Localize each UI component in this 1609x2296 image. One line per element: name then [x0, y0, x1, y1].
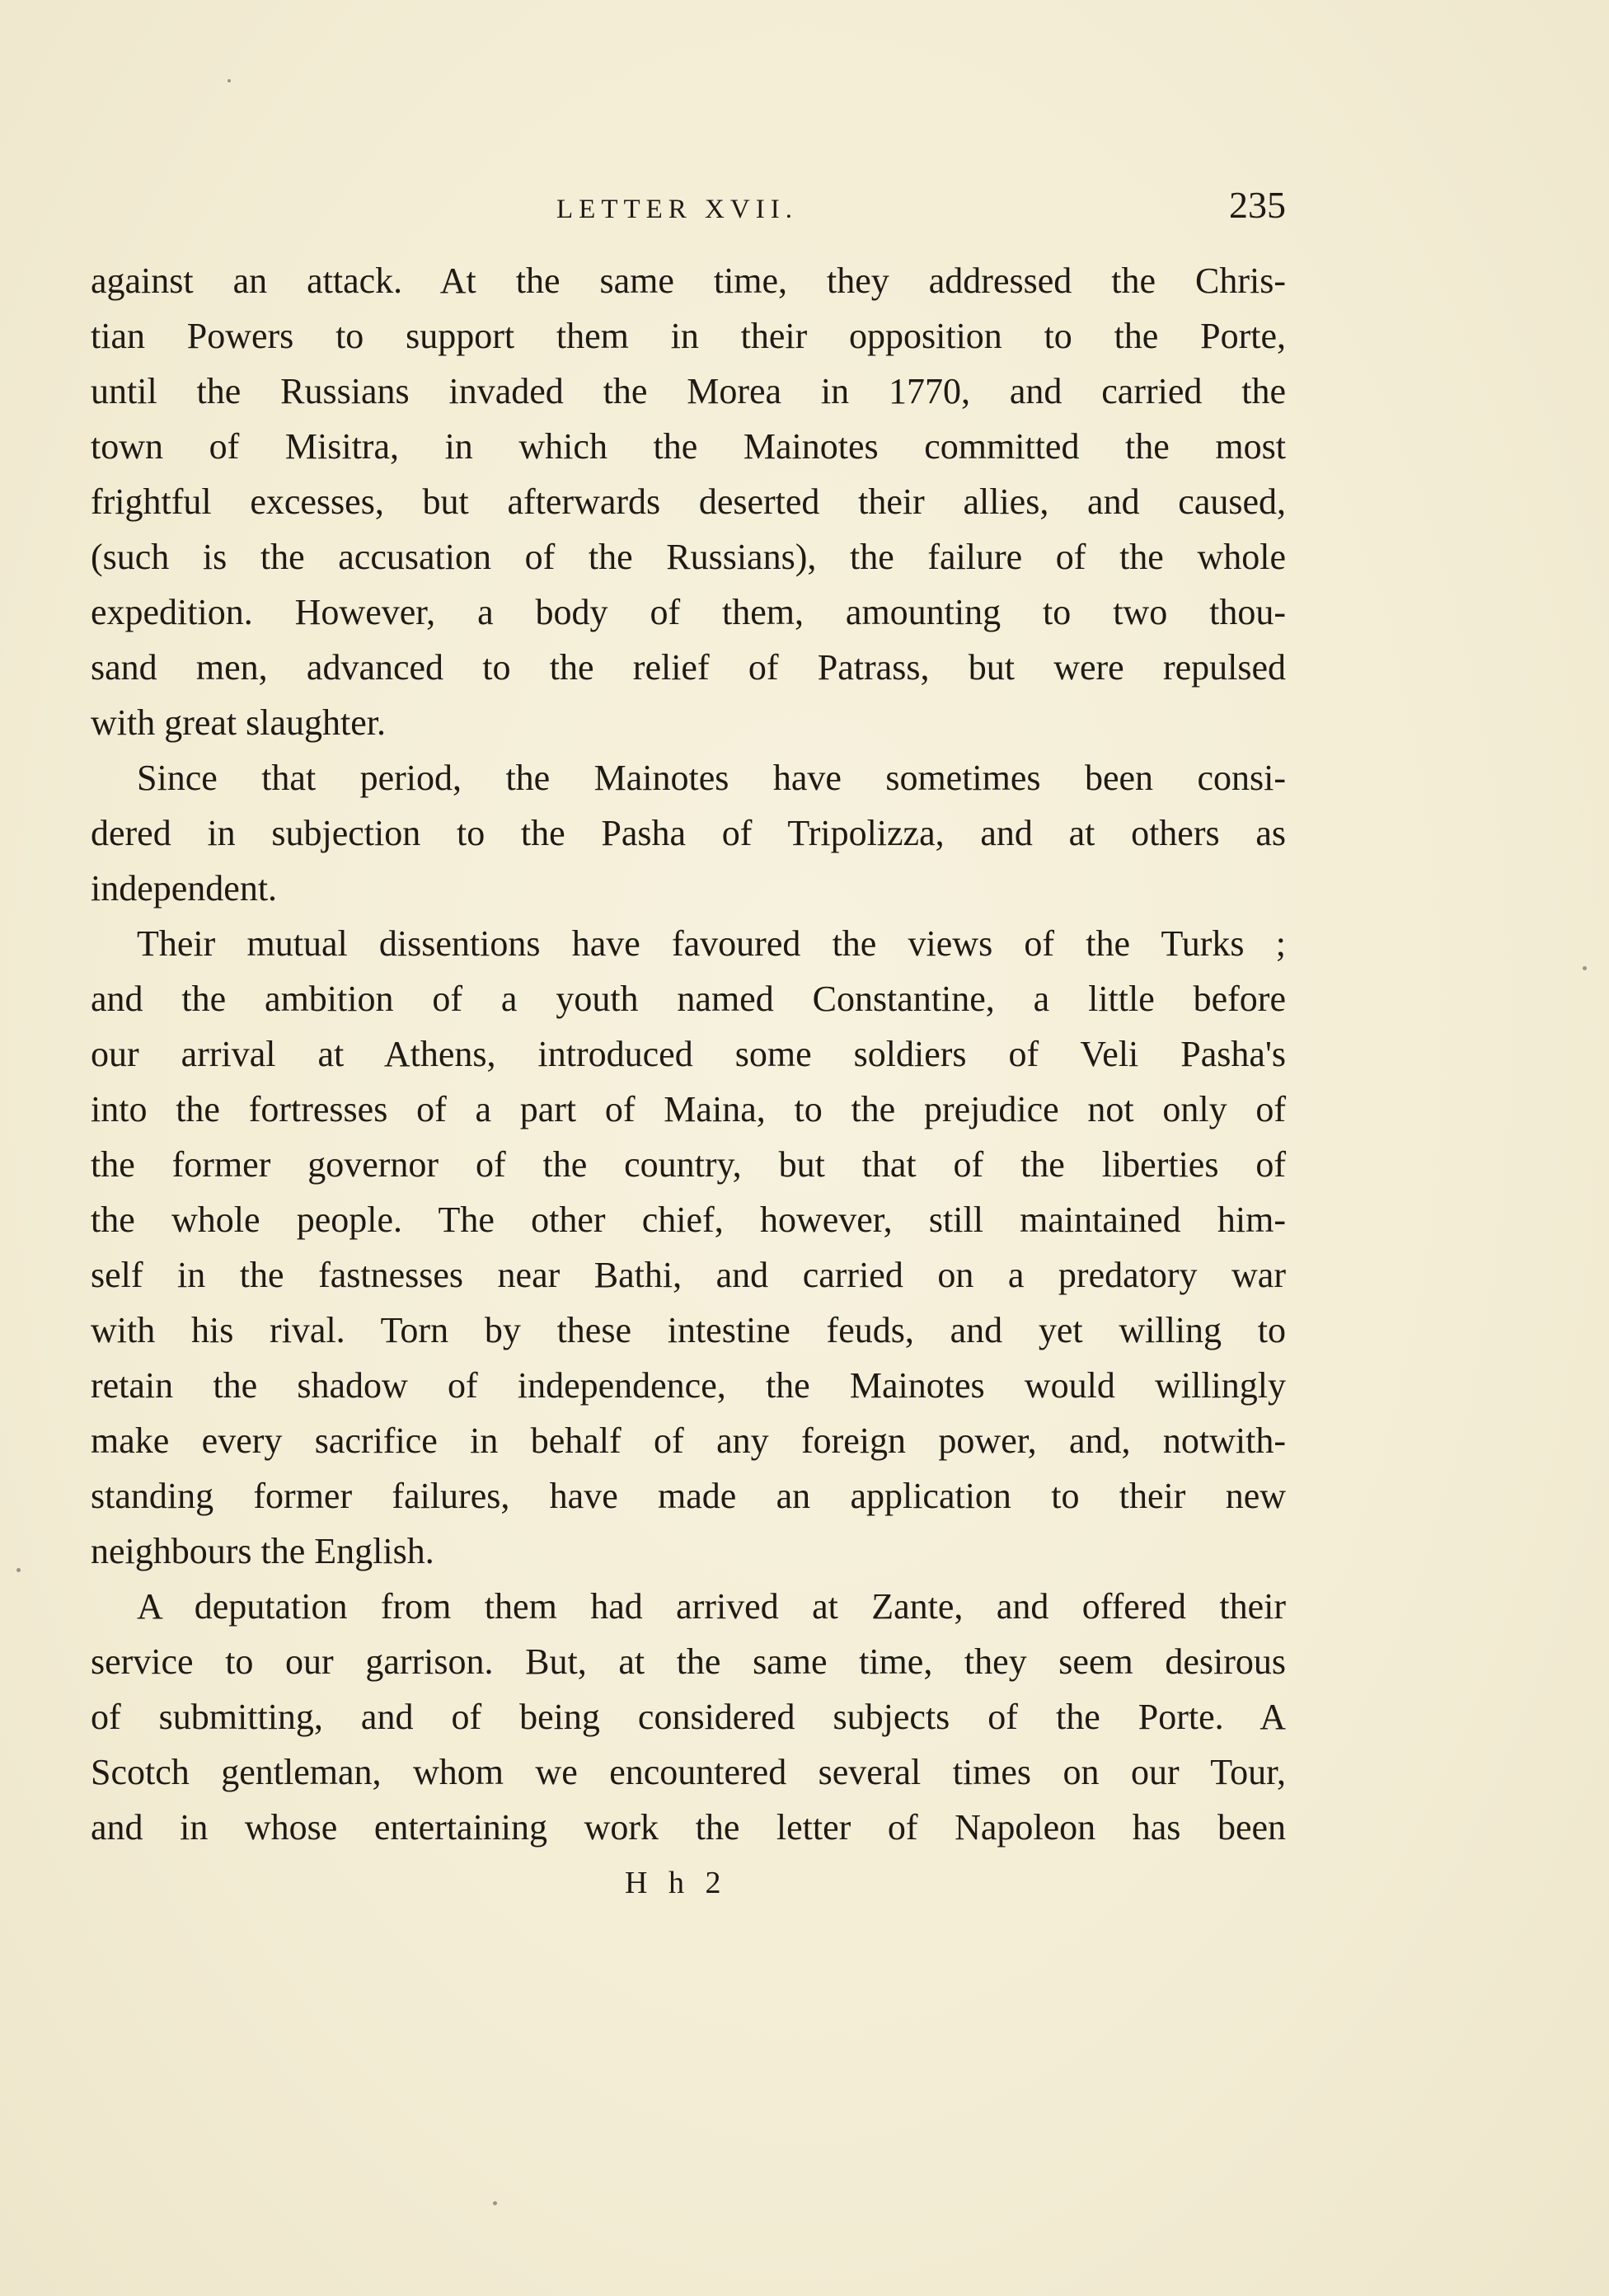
text-line: the whole people. The other chief, however, still maintained him-	[91, 1200, 1286, 1240]
text-line: Since that period, the Mainotes have sometimes been consi-	[137, 758, 1286, 798]
text-line: tian Powers to support them in their opposition to the Porte,	[91, 316, 1286, 356]
text-line: standing former failures, have made an application to their new	[91, 1476, 1286, 1516]
page-number: 235	[1229, 184, 1286, 226]
text-line: Scotch gentleman, whom we encountered several times on our Tour,	[91, 1752, 1286, 1792]
paper-speck	[16, 1568, 21, 1572]
text-line: until the Russians invaded the Morea in 1770, and carried the	[91, 371, 1286, 411]
text-line: retain the shadow of independence, the Mainotes would willingly	[91, 1365, 1286, 1406]
text-line: against an attack. At the same time, they addressed the Chris-	[91, 261, 1286, 301]
text-line: the former governor of the country, but that of the liberties of	[91, 1144, 1286, 1185]
signature-mark: H h 2	[625, 1866, 728, 1900]
page-header	[91, 183, 1286, 232]
paper-speck	[493, 2201, 497, 2205]
text-line: our arrival at Athens, introduced some soldiers of Veli Pasha's	[91, 1034, 1286, 1074]
text-line: A deputation from them had arrived at Zante, and offered their	[137, 1586, 1286, 1627]
text-line: self in the fastnesses near Bathi, and carried on a predatory war	[91, 1255, 1286, 1295]
text-line: of submitting, and of being considered subjects of the Porte. A	[91, 1697, 1286, 1737]
running-head: LETTER XVII.	[556, 195, 798, 224]
text-line: into the fortresses of a part of Maina, to the prejudice not only of	[91, 1089, 1286, 1129]
text-line: town of Misitra, in which the Mainotes committed the most	[91, 426, 1286, 467]
text-line: Their mutual dissentions have favoured the views of the Turks ;	[137, 923, 1286, 964]
text-line: sand men, advanced to the relief of Patrass, but were repulsed	[91, 647, 1286, 688]
text-line: neighbours the English.	[91, 1531, 434, 1571]
paper-speck	[1583, 966, 1587, 970]
text-line: service to our garrison. But, at the same time, they seem desirous	[91, 1641, 1286, 1682]
text-line: and in whose entertaining work the letter of Napoleon has been	[91, 1807, 1286, 1848]
text-line: dered in subjection to the Pasha of Tripolizza, and at others as	[91, 813, 1286, 853]
text-line: expedition. However, a body of them, amounting to two thou-	[91, 592, 1286, 632]
text-line: make every sacrifice in behalf of any foreign power, and, notwith-	[91, 1420, 1286, 1461]
text-line: independent.	[91, 868, 278, 909]
text-line: frightful excesses, but afterwards deserted their allies, and caused,	[91, 481, 1286, 522]
paper-speck	[228, 79, 231, 82]
body-text	[91, 253, 1286, 1855]
text-line: with his rival. Torn by these intestine feuds, and yet willing to	[91, 1310, 1286, 1350]
text-line: (such is the accusation of the Russians), the failure of the whole	[91, 537, 1286, 577]
text-line: and the ambition of a youth named Constantine, a little before	[91, 979, 1286, 1019]
text-line: with great slaughter.	[91, 702, 387, 743]
